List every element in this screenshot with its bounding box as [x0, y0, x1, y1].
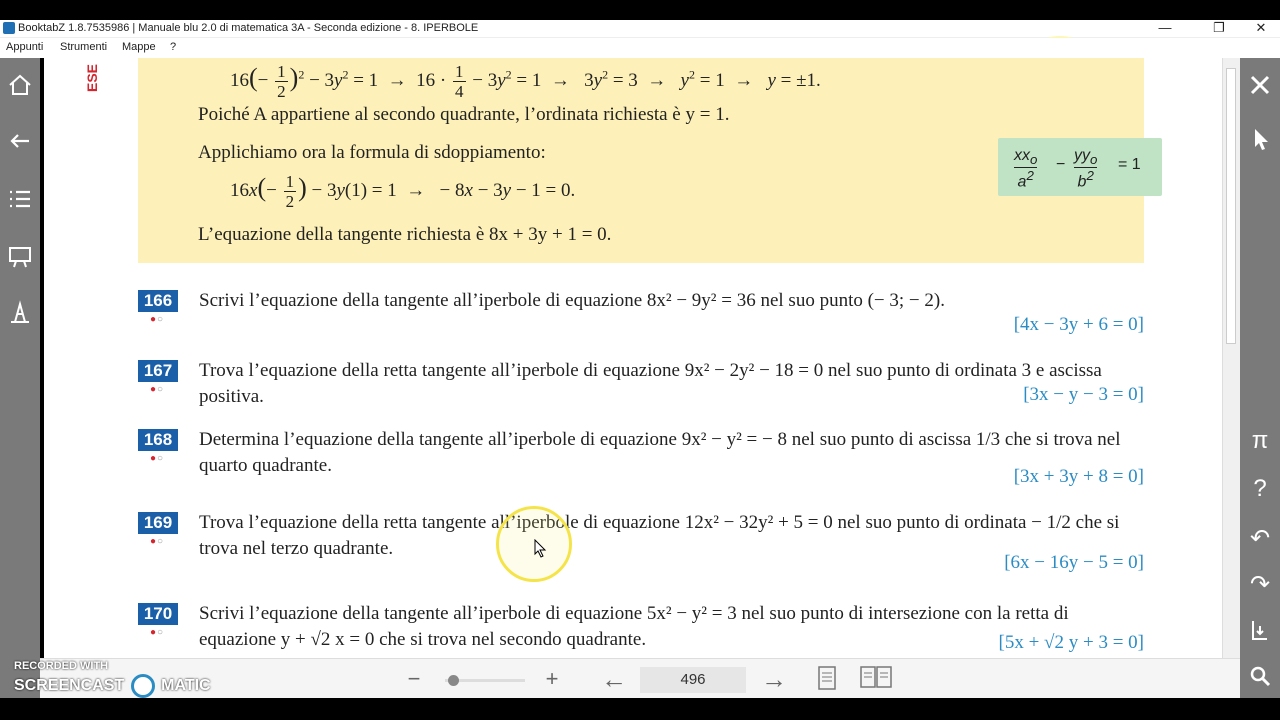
exercise-number: 169 [138, 512, 178, 534]
solution-box [138, 58, 1144, 263]
difficulty-indicator: ●○ [150, 627, 165, 638]
back-arrow-icon[interactable] [5, 128, 35, 158]
menu-strumenti[interactable]: Strumenti [60, 41, 108, 53]
close-button[interactable]: ✕ [1255, 20, 1267, 35]
exercise-number: 170 [138, 603, 178, 625]
right-sidebar [1240, 58, 1280, 698]
vertical-scrollbar[interactable] [1222, 58, 1240, 658]
exercise-number: 167 [138, 360, 178, 382]
watermark-line-2: SCREENCAST [14, 677, 125, 695]
bottom-toolbar [40, 658, 1240, 698]
solution-line-3: Applichiamo ora la formula di sdoppiamento: [198, 142, 546, 163]
pi-icon[interactable]: π [1251, 427, 1269, 454]
exercise-number: 166 [138, 290, 178, 312]
tools-icon[interactable] [5, 300, 35, 330]
help-icon[interactable]: ? [1253, 475, 1267, 502]
exercise-answer: [4x − 3y + 6 = 0] [1013, 314, 1144, 335]
difficulty-indicator: ●○ [150, 536, 165, 547]
exercise-answer: [3x + 3y + 8 = 0] [1013, 466, 1144, 487]
zoom-out-button[interactable]: − [407, 666, 421, 691]
export-icon[interactable] [1245, 618, 1275, 648]
close-tools-icon[interactable] [1245, 72, 1275, 102]
minimize-button[interactable]: — [1158, 20, 1172, 35]
maximize-button[interactable]: ❐ [1213, 20, 1225, 35]
window-title: BooktabZ 1.8.7535986 | Manuale blu 2.0 di matematica 3A - Seconda edizione - 8. IPERBOLE [18, 22, 479, 34]
exercise-answer: [6x − 16y − 5 = 0] [1004, 552, 1144, 573]
exercise-text: Trova l’equazione della retta tangente all’iperbole di equazione 12x² − 32y² + 5 = 0 nel suo punto di ordinata − 1/2 che si trova nel terzo quadrante. [199, 512, 1120, 559]
scroll-thumb[interactable] [1226, 68, 1236, 344]
cursor-highlight [496, 506, 572, 582]
search-icon[interactable] [1245, 664, 1275, 694]
page-content [44, 58, 1222, 658]
exercise-text: Trova l’equazione della retta tangente all’iperbole di equazione 9x² − 2y² − 18 = 0 nel suo punto di ordinata 3 e ascissa positiva. [199, 360, 1102, 407]
redo-icon[interactable]: ↷ [1249, 571, 1271, 598]
difficulty-indicator: ●○ [150, 384, 165, 395]
exercise-text: Determina l’equazione della tangente all’iperbole di equazione 9x² − y² = − 8 nel suo punto di ascissa 1/3 che si trova nel quarto quadrante. [199, 429, 1121, 476]
solution-line-5: L’equazione della tangente richiesta è 8x + 3y + 1 = 0. [198, 224, 612, 245]
section-tab: ESE [84, 64, 100, 93]
home-icon[interactable] [5, 72, 35, 102]
previous-page-button[interactable]: ← [601, 664, 627, 694]
solution-line-2: Poiché A appartiene al secondo quadrante, l’ordinata richiesta è y = 1. [198, 104, 730, 125]
undo-icon[interactable]: ↶ [1249, 525, 1271, 552]
watermark [14, 660, 211, 698]
exercise-text: Scrivi l’equazione della tangente all’iperbole di equazione 5x² − y² = 3 nel suo punto di intersezione con la retta di equazione y + √2 x = 0 che si trova nel secondo quadrante. [199, 603, 1069, 650]
watermark-line-3: MATIC [161, 677, 211, 695]
exercise-number: 168 [138, 429, 178, 451]
menu-help[interactable]: ? [170, 41, 177, 53]
difficulty-indicator: ●○ [150, 314, 165, 325]
left-sidebar [0, 58, 40, 698]
solution-line-4: 16x(− $\frac{1}{2}$ ) − 3y(1) = 1 → − 8x − 3y − 1 = 0. [230, 172, 576, 211]
index-list-icon[interactable] [5, 186, 35, 216]
watermark-line-1: RECORDED WITH [14, 660, 109, 672]
title-bar [0, 20, 1280, 38]
formula-box: $xx_o$ $a^2$ − $yy_o$ $b^2$ = 1 [998, 138, 1162, 196]
pointer-icon[interactable] [1245, 126, 1275, 156]
exercise-text: Scrivi l’equazione della tangente all’iperbole di equazione 8x² − 9y² = 36 nel suo punto (− 3; − 2). [199, 290, 945, 311]
zoom-in-button[interactable]: + [545, 666, 559, 691]
double-page-view-icon[interactable] [858, 665, 894, 693]
menu-mappe[interactable]: Mappe [122, 41, 156, 53]
app-icon [3, 22, 15, 34]
difficulty-indicator: ●○ [150, 453, 165, 464]
whiteboard-icon[interactable] [5, 244, 35, 274]
watermark-logo-icon [131, 674, 155, 698]
menu-bar [0, 38, 1280, 58]
exercise-answer: [5x + √2 y + 3 = 0] [998, 632, 1144, 653]
single-page-view-icon[interactable] [812, 665, 842, 693]
exercise-answer: [3x − y − 3 = 0] [1023, 384, 1144, 405]
zoom-slider-knob[interactable] [448, 675, 459, 686]
next-page-button[interactable]: → [761, 664, 787, 694]
menu-appunti[interactable]: Appunti [6, 41, 44, 53]
solution-line-1: 16(− $\frac{1}{2}$ )$^2 - 3y^2 = 1 \to 16$ · $\frac{1}{4}$ − $3y^2 = 1 \to 3y^2 = 3 \to y^2 = 1 \to y = \pm 1$. [230, 62, 821, 101]
page-number-field[interactable]: 496 [640, 667, 746, 693]
